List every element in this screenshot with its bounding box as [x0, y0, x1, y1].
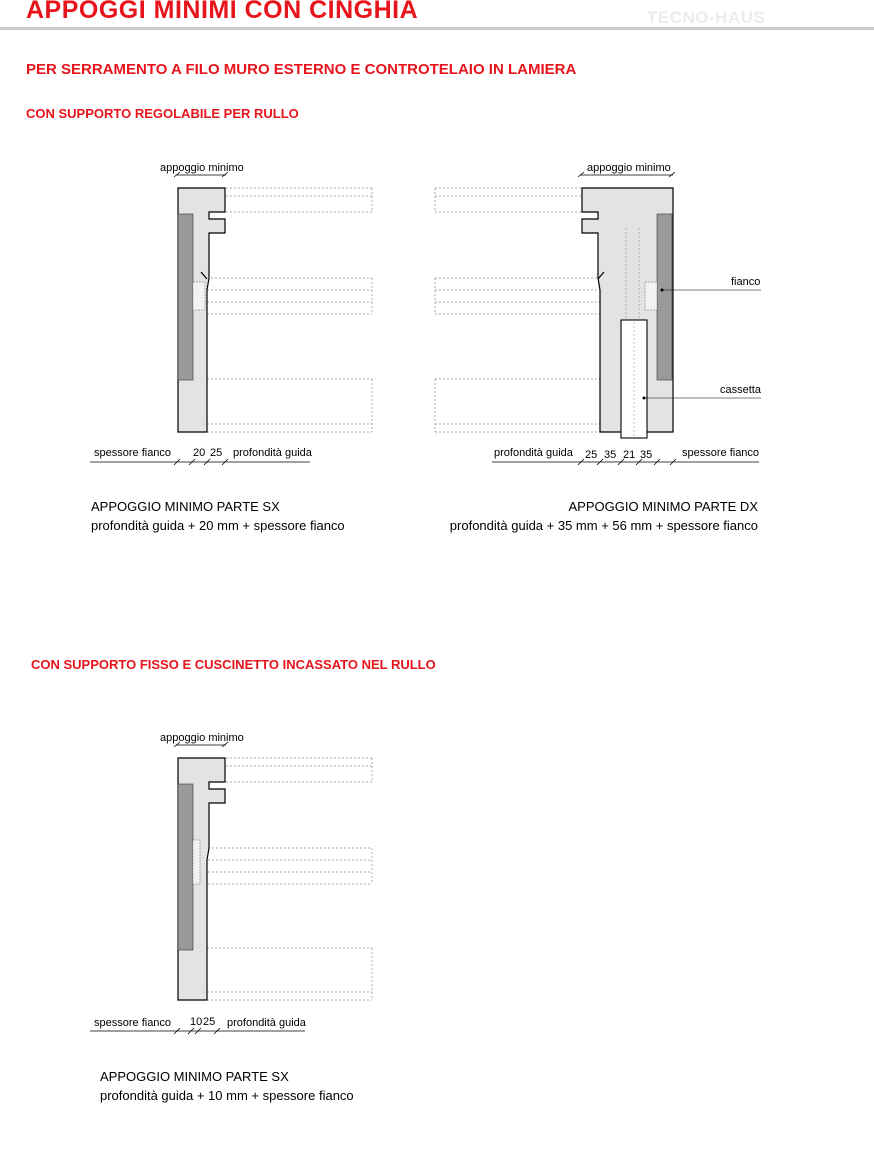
s1-right-caption — [450, 497, 758, 535]
s1-left-caption-title: APPOGGIO MINIMO PARTE SX — [91, 499, 280, 514]
s1-right-dim-21: 21 — [623, 449, 636, 461]
drawing-s2-left — [90, 732, 372, 1034]
section2-heading: CON SUPPORTO FISSO E CUSCINETTO INCASSATO NEL RULLO — [31, 657, 436, 672]
s2-left-caption — [100, 1067, 354, 1105]
s2-left-dim-10: 10 — [190, 1016, 203, 1028]
page-title: APPOGGI MINIMI CON CINGHIA — [26, 0, 419, 24]
s2-left-dim-25: 25 — [203, 1016, 216, 1028]
s1-right-caption-formula: profondità guida + 35 mm + 56 mm + spessore fianco — [449, 518, 758, 533]
s1-right-profondita-label: profondità guida — [494, 447, 573, 459]
s1-right-cassetta-label: cassetta — [720, 384, 761, 396]
s2-left-profondita-label: profondità guida — [227, 1017, 306, 1029]
s1-left-caption-formula: profondità guida + 20 mm + spessore fianco — [91, 518, 345, 533]
drawing-s1-left — [90, 162, 372, 465]
s1-left-dim-25: 25 — [210, 447, 223, 459]
s2-left-spessore-label: spessore fianco — [94, 1017, 172, 1029]
brand-logo: TECNO-HAUS — [647, 8, 766, 27]
s1-left-caption — [91, 497, 345, 535]
s1-right-fianco-label: fianco — [731, 276, 761, 288]
s2-left-caption-formula: profondità guida + 10 mm + spessore fianco — [100, 1088, 354, 1103]
s1-right-dim-35b: 35 — [640, 449, 653, 461]
s1-left-spessore-label: spessore fianco — [94, 447, 172, 459]
s1-right-spessore-label: spessore fianco — [682, 447, 760, 459]
s1-left-profondita-label: profondità guida — [233, 447, 312, 459]
s1-left-appoggio-label: appoggio minimo — [160, 162, 244, 174]
s1-left-dim-20: 20 — [193, 447, 206, 459]
section1-heading: CON SUPPORTO REGOLABILE PER RULLO — [26, 106, 299, 121]
s1-right-dim-25: 25 — [585, 449, 598, 461]
s1-right-appoggio-label: appoggio minimo — [587, 162, 671, 174]
s2-left-appoggio-label: appoggio minimo — [160, 732, 244, 744]
drawing-s1-right — [435, 162, 762, 465]
main-section-heading: PER SERRAMENTO A FILO MURO ESTERNO E CONTROTELAIO IN LAMIERA — [26, 61, 577, 78]
s2-left-caption-title: APPOGGIO MINIMO PARTE SX — [100, 1069, 289, 1084]
s1-right-caption-title: APPOGGIO MINIMO PARTE DX — [568, 499, 758, 514]
s1-right-dim-35a: 35 — [604, 449, 617, 461]
